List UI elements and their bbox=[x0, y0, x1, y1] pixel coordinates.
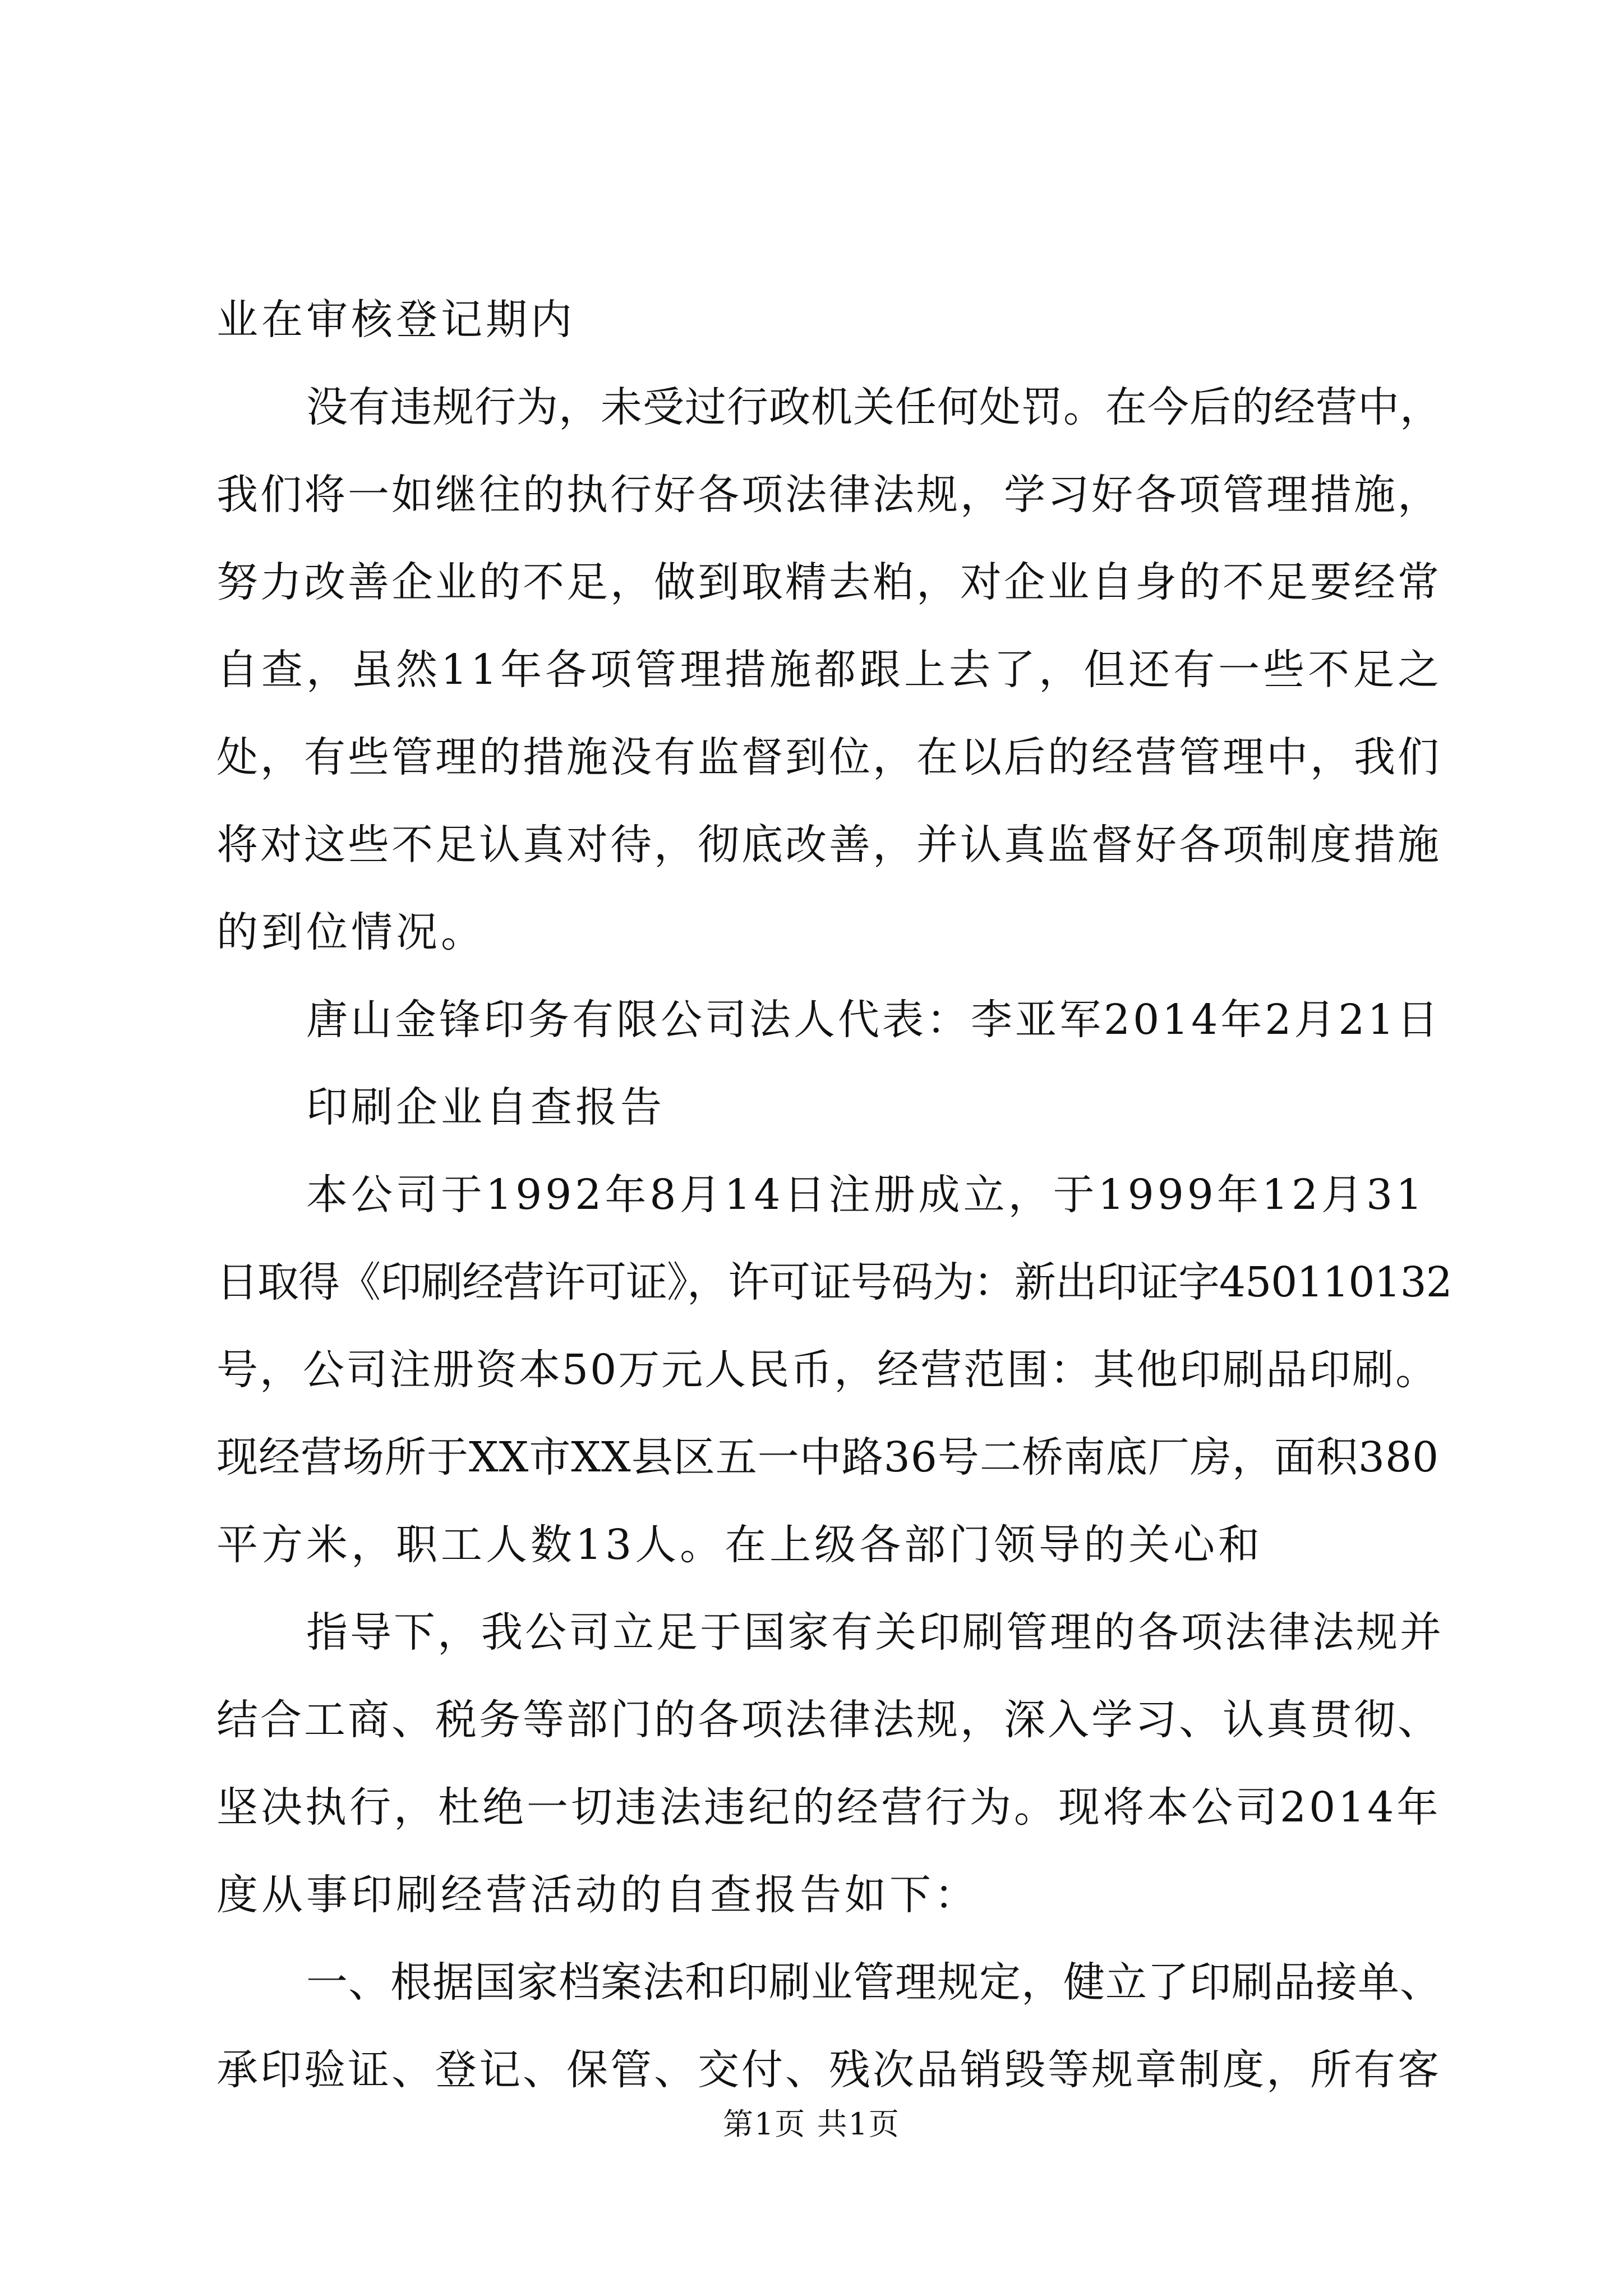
signature-line: 唐山金锋印务有限公司法人代表：李亚军2014年2月21日 bbox=[306, 996, 1441, 1044]
text-line: 度从事印刷经营活动的自查报告如下： bbox=[216, 1871, 979, 1919]
text-line: 业在审核登记期内 bbox=[216, 296, 575, 344]
text-line: 自查，虽然11年各项管理措施都跟上去了，但还有一些不足之 bbox=[216, 646, 1443, 694]
text-line: 的到位情况。 bbox=[216, 908, 486, 956]
text-line: 努力改善企业的不足，做到取精去粕，对企业自身的不足要经常 bbox=[216, 558, 1441, 606]
text-line: 日取得《印刷经营许可证》，许可证号码为：新出印证字450110132 bbox=[216, 1258, 1452, 1306]
text-line: 一、根据国家档案法和印刷业管理规定，健立了印刷品接单、 bbox=[306, 1958, 1442, 2007]
text-line: 指导下，我公司立足于国家有关印刷管理的各项法律法规并 bbox=[306, 1608, 1444, 1657]
text-line: 没有违规行为，未受过行政机关任何处罚。在今后的经营中， bbox=[306, 383, 1442, 431]
text-line: 现经营场所于XX市XX县区五一中路36号二桥南底厂房，面积380 bbox=[216, 1433, 1440, 1481]
text-line: 处，有些管理的措施没有监督到位，在以后的经营管理中，我们 bbox=[216, 733, 1441, 781]
section-title: 印刷企业自查报告 bbox=[306, 1083, 665, 1131]
text-line: 本公司于1992年8月14日注册成立，于1999年12月31 bbox=[306, 1171, 1426, 1219]
text-line: 我们将一如继往的执行好各项法律法规，学习好各项管理措施， bbox=[216, 471, 1441, 519]
page-number: 第1页 共1页 bbox=[723, 2106, 900, 2142]
text-line: 坚决执行，杜绝一切违法违纪的经营行为。现将本公司2014年 bbox=[216, 1783, 1441, 1832]
text-line: 号，公司注册资本50万元人民币，经营范围：其他印刷品印刷。 bbox=[216, 1346, 1439, 1394]
text-line: 结合工商、税务等部门的各项法律法规，深入学习、认真贯彻、 bbox=[216, 1696, 1441, 1744]
text-line: 平方米，职工人数13人。在上级各部门领导的关心和 bbox=[216, 1521, 1264, 1569]
text-line: 将对这些不足认真对待，彻底改善，并认真监督好各项制度措施 bbox=[216, 821, 1441, 869]
text-line: 承印验证、登记、保管、交付、残次品销毁等规章制度，所有客 bbox=[216, 2046, 1441, 2094]
